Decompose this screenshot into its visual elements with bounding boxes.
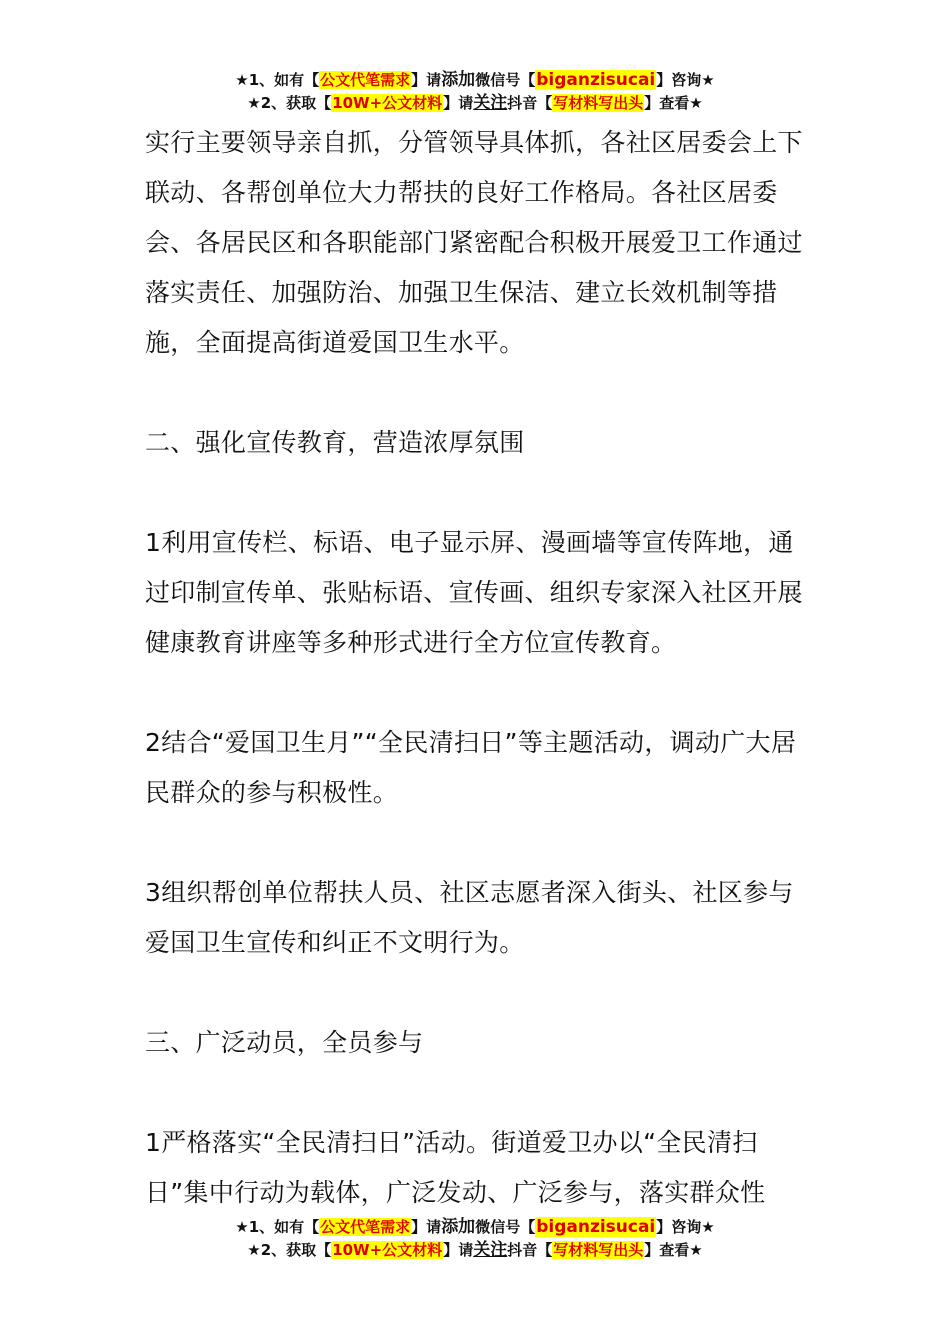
paragraph: 3组织帮创单位帮扶人员、社区志愿者深入街头、社区参与爱国卫生宣传和纠正不文明行为。: [145, 878, 794, 957]
banner-wechat-id: biganzisucai: [536, 1217, 656, 1237]
section-heading: 二、强化宣传教育，营造浓厚氛围: [145, 428, 525, 457]
banner-emphasis: 添加: [441, 1217, 476, 1237]
banner-text: 微信号【: [475, 71, 536, 89]
banner-text: 抖音【: [507, 94, 553, 112]
banner-highlight: 写材料写出头: [553, 94, 644, 112]
banner-text: ★1、如有【: [235, 1218, 320, 1236]
banner-text: 】请: [411, 1218, 442, 1236]
banner-line-2: [0, 92, 950, 115]
banner-emphasis: 关注: [473, 1240, 508, 1260]
banner-wechat-id: biganzisucai: [536, 70, 656, 90]
section-heading: 三、广泛动员，全员参与: [145, 1028, 424, 1057]
banner-highlight: 10W+公文材料: [332, 94, 443, 112]
banner-text: ★1、如有【: [235, 71, 320, 89]
banner-text: 】咨询★: [656, 71, 715, 89]
banner-text: 微信号【: [475, 1218, 536, 1236]
paragraph: 2结合“爱国卫生月”“全民清扫日”等主题活动，调动广大居民群众的参与积极性。: [145, 728, 797, 807]
banner-line-1: [0, 69, 950, 92]
header-banner: [0, 69, 950, 115]
banner-text: ★2、获取【: [247, 94, 332, 112]
banner-text: 抖音【: [507, 1241, 553, 1259]
banner-text: 】请: [443, 94, 474, 112]
banner-line-2: [0, 1239, 950, 1262]
banner-text: 】查看★: [644, 94, 703, 112]
paragraph: 1严格落实“全民清扫日”活动。街道爱卫办以“全民清扫日”集中行动为载体，广泛发动、广泛参与，落实群众性: [145, 1128, 766, 1207]
banner-text: ★2、获取【: [247, 1241, 332, 1259]
banner-highlight: 写材料写出头: [553, 1241, 644, 1259]
footer-banner: [0, 1216, 950, 1262]
banner-highlight: 公文代笔需求: [320, 71, 411, 89]
banner-text: 】请: [411, 71, 442, 89]
banner-text: 】请: [443, 1241, 474, 1259]
banner-highlight: 10W+公文材料: [332, 1241, 443, 1259]
banner-highlight: 公文代笔需求: [320, 1218, 411, 1236]
banner-emphasis: 添加: [441, 70, 476, 90]
banner-text: 】查看★: [644, 1241, 703, 1259]
banner-emphasis: 关注: [473, 93, 508, 113]
paragraph: 实行主要领导亲自抓，分管领导具体抓，各社区居委会上下联动、各帮创单位大力帮扶的良好工作格局。各社区居委会、各居民区和各职能部门紧密配合积极开展爱卫工作通过落实责任、加强防治、加强卫生保洁、建立长效机制等措施，全面提高街道爱国卫生水平。: [145, 128, 803, 357]
paragraph: 1利用宣传栏、标语、电子显示屏、漫画墙等宣传阵地，通过印制宣传单、张贴标语、宣传画、组织专家深入社区开展健康教育讲座等多种形式进行全方位宣传教育。: [145, 528, 803, 657]
banner-text: 】咨询★: [656, 1218, 715, 1236]
document-body: [145, 118, 810, 1218]
banner-line-1: [0, 1216, 950, 1239]
